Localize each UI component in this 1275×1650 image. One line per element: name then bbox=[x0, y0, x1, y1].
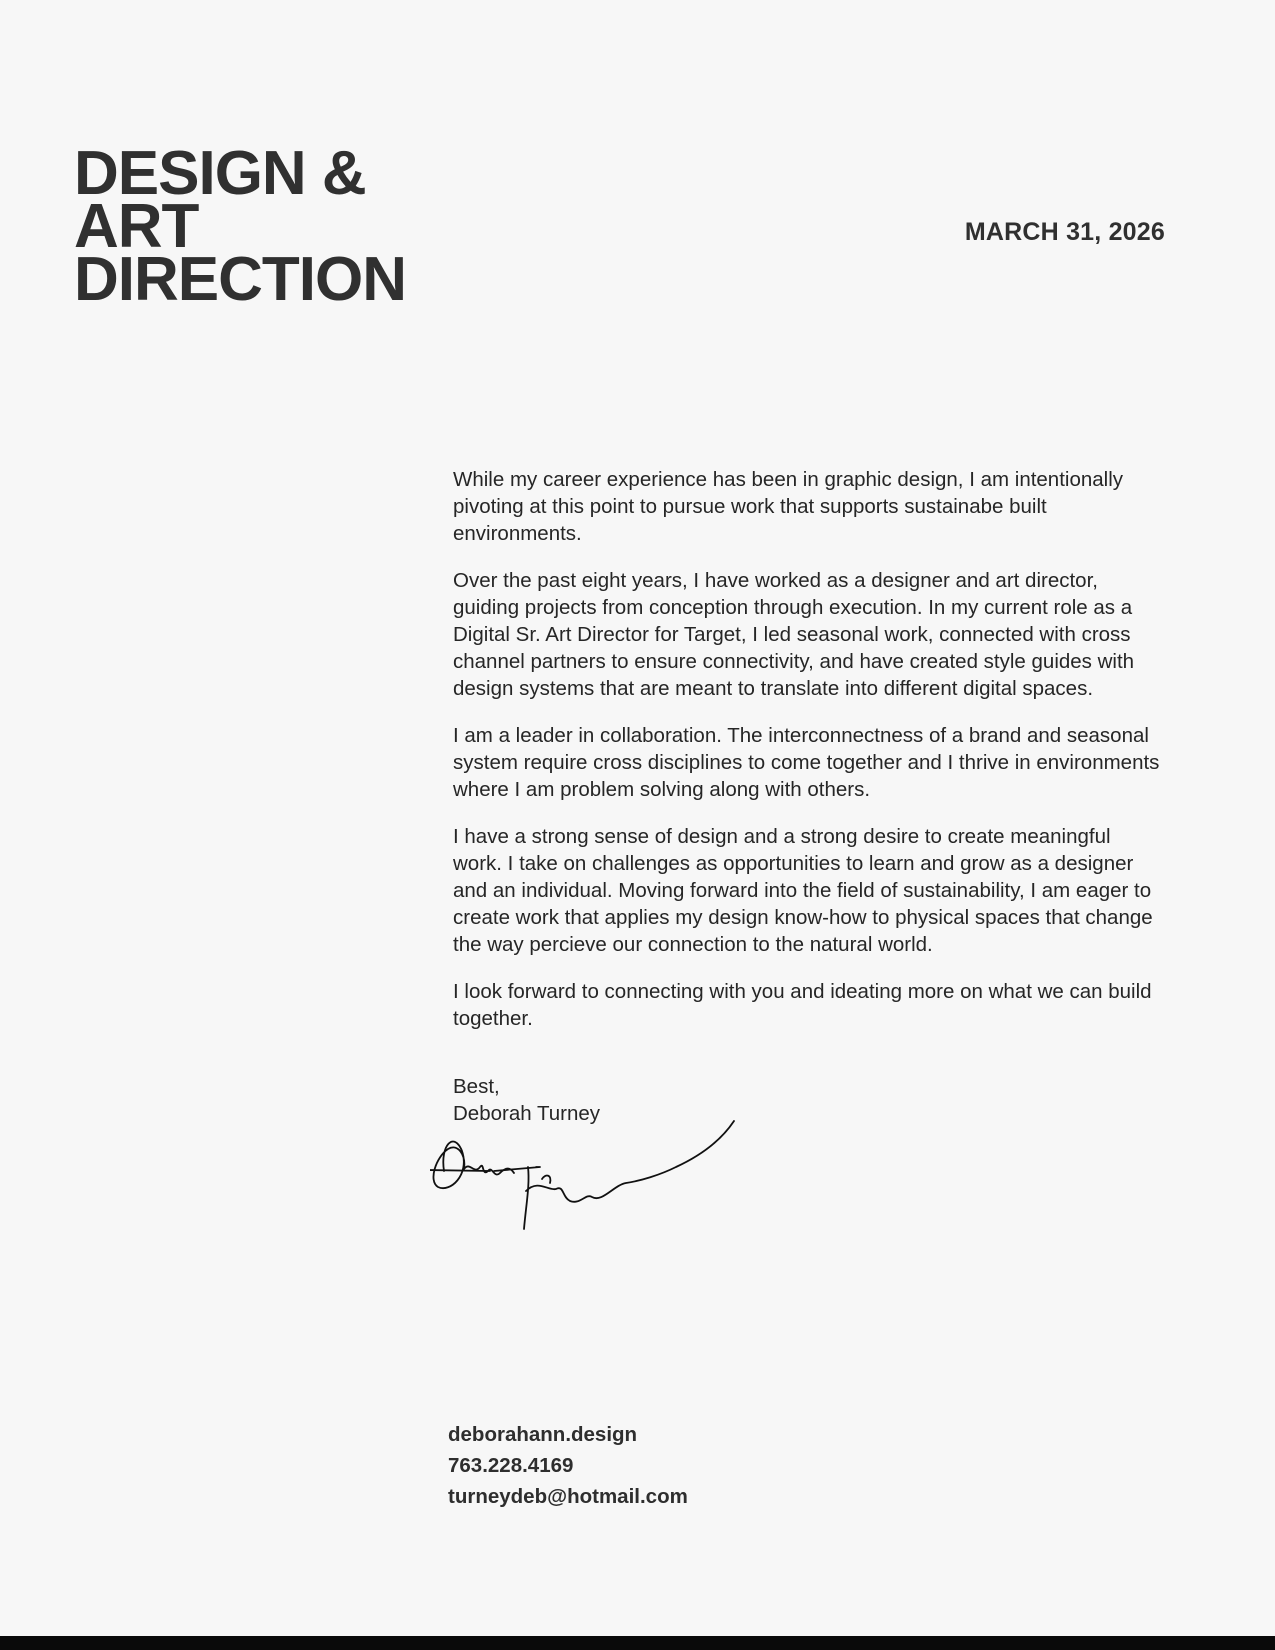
paragraph: I look forward to connecting with you and ideating more on what we can build together. bbox=[453, 980, 1152, 1030]
paragraph: While my career experience has been in graphic design, I am intentionally pivoting at this point to pursue work that supports sustainabe built environments. bbox=[453, 468, 1124, 545]
title-line-3: DIRECTION bbox=[74, 245, 406, 314]
paragraph: I am a leader in collaboration. The interconnectness of a brand and seasonal system require cross disciplines to come together and I thrive in environments where I am problem solving along with others. bbox=[453, 724, 1160, 801]
letter-body bbox=[453, 466, 1163, 1052]
phone-number[interactable]: 763.228.4169 bbox=[448, 1454, 574, 1477]
handwritten-signature bbox=[430, 1105, 780, 1245]
footer-bar bbox=[0, 1636, 1275, 1650]
letter-date: MARCH 31, 2026 bbox=[964, 218, 1165, 246]
email-link[interactable]: turneydeb@hotmail.com bbox=[448, 1485, 688, 1508]
paragraph: I have a strong sense of design and a strong desire to create meaningful work. I take on challenges as opportunities to learn and grow as a designer and an individual. Moving forward into the field of sustainability, I am eager to create work that applies my design know-how to physical spaces that change the way percieve our connection to the natural world. bbox=[453, 825, 1153, 956]
signer-name: Deborah Turney bbox=[453, 1102, 601, 1125]
contact-info bbox=[448, 1419, 688, 1512]
paragraph: Over the past eight years, I have worked as a designer and art director, guiding projects from conception through execution. In my current role as a Digital Sr. Art Director for Target, I led seasonal work, connected with cross channel partners to ensure connectivity, and have created style guides with design systems that are meant to translate into different digital spaces. bbox=[453, 569, 1135, 700]
page-title bbox=[74, 139, 406, 314]
title-line-1: DESIGN & bbox=[74, 139, 366, 208]
title-line-2: ART bbox=[74, 192, 199, 261]
website-link[interactable]: deborahann.design bbox=[448, 1423, 638, 1446]
salutation: Best, bbox=[453, 1075, 500, 1098]
